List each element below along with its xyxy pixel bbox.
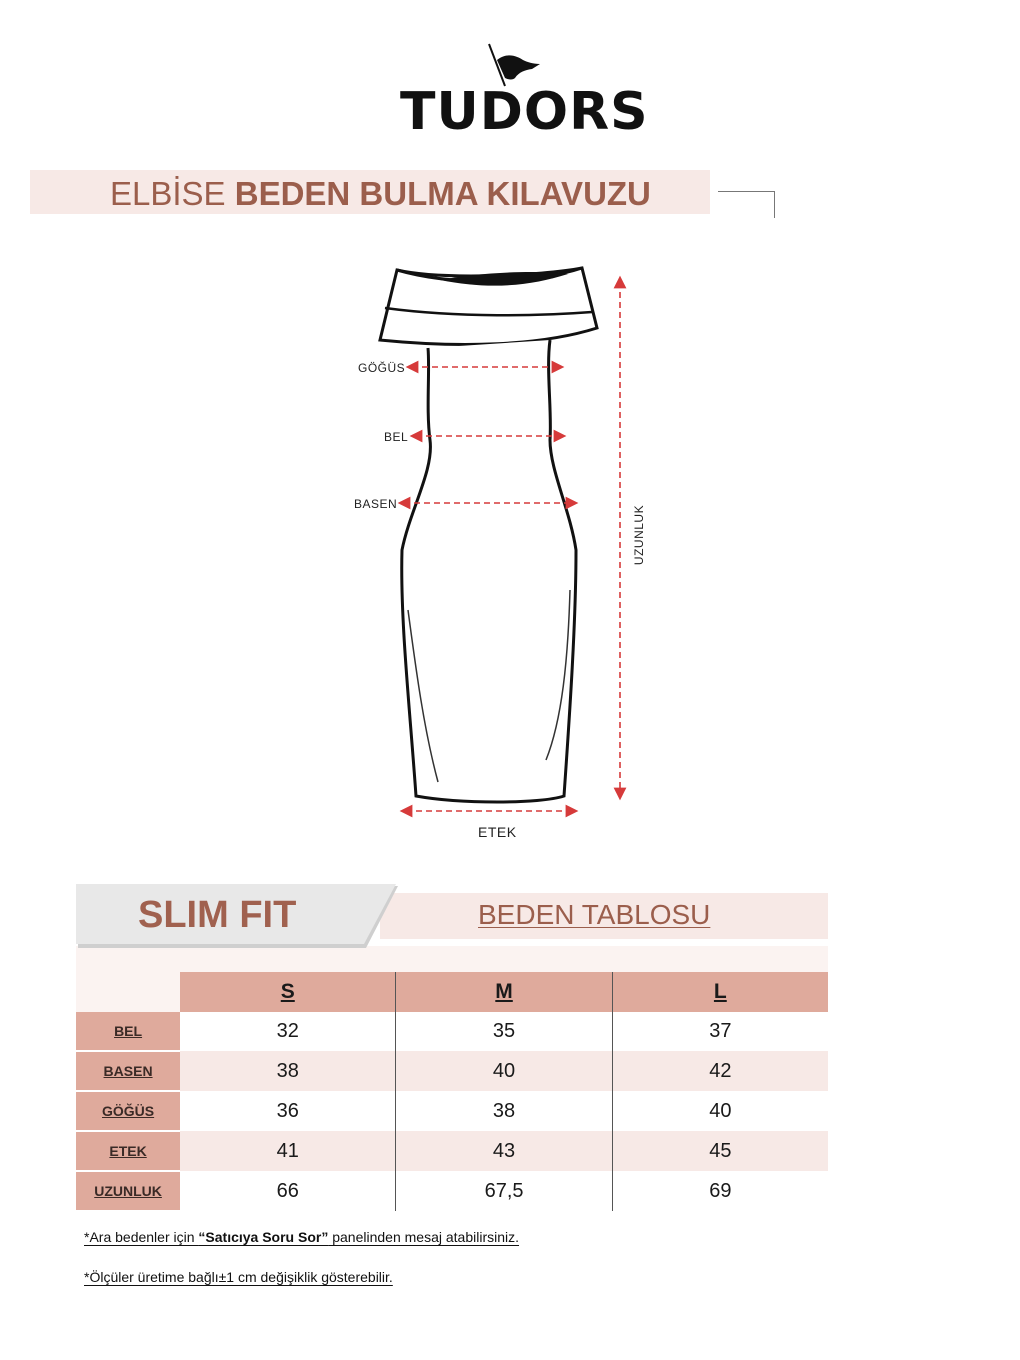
table-row — [76, 1012, 828, 1051]
table-row — [76, 1051, 828, 1091]
brand-logo — [400, 40, 649, 142]
table-cell: 41 — [180, 1131, 396, 1171]
table-title-band — [380, 893, 828, 939]
table-cell: 43 — [396, 1131, 612, 1171]
table-cell: 69 — [612, 1171, 828, 1211]
flag-icon — [485, 42, 555, 87]
table-top-band — [76, 946, 828, 974]
note-text: *Ara bedenler için — [84, 1229, 199, 1245]
label-bel: BEL — [384, 430, 409, 444]
slim-fit-badge — [78, 886, 378, 946]
label-gogus: GÖĞÜS — [358, 361, 406, 375]
guide-title-band — [30, 170, 710, 214]
row-label-text: UZUNLUK — [94, 1183, 162, 1199]
size-header-m — [396, 972, 612, 1012]
dress-diagram — [340, 260, 680, 860]
row-label-text: GÖĞÜS — [102, 1103, 155, 1119]
size-header-s — [180, 972, 396, 1012]
note-measurement-tolerance: *Ölçüler üretime bağlı±1 cm değişiklik gösterebilir. — [84, 1269, 393, 1285]
table-corner — [76, 972, 180, 1012]
label-uzunluk: UZUNLUK — [632, 504, 646, 566]
table-row — [76, 1131, 828, 1171]
size-header-l — [612, 972, 828, 1012]
table-header-row — [76, 972, 828, 1012]
row-label — [76, 1171, 180, 1211]
page-title — [110, 175, 651, 213]
table-cell: 42 — [612, 1051, 828, 1091]
table-cell: 35 — [396, 1012, 612, 1051]
table-cell: 38 — [396, 1091, 612, 1131]
table-cell: 40 — [396, 1051, 612, 1091]
size-label: M — [495, 980, 513, 1003]
fit-label: SLIM FIT — [138, 894, 297, 936]
label-etek: ETEK — [478, 824, 517, 840]
row-label-text: BASEN — [103, 1063, 153, 1079]
label-basen: BASEN — [354, 497, 398, 511]
table-row — [76, 1091, 828, 1131]
table-cell: 38 — [180, 1051, 396, 1091]
row-label — [76, 1131, 180, 1171]
table-cell: 67,5 — [396, 1171, 612, 1211]
note-bold-text: “Satıcıya Soru Sor” — [198, 1229, 329, 1245]
row-label — [76, 1091, 180, 1131]
brand-name: TUDORS — [400, 82, 649, 142]
corner-decoration — [718, 191, 775, 218]
table-row — [76, 1171, 828, 1211]
table-cell: 32 — [276, 1020, 299, 1042]
size-label: L — [713, 980, 727, 1003]
title-bold: BEDEN BULMA KILAVUZU — [234, 175, 651, 212]
table-cell: 45 — [612, 1131, 828, 1171]
title-light: ELBİSE — [110, 175, 226, 212]
table-cell: 36 — [276, 1099, 299, 1122]
row-label — [76, 1012, 180, 1051]
size-label: S — [280, 980, 295, 1003]
table-title: BEDEN TABLOSU — [478, 899, 711, 930]
row-label-text: BEL — [114, 1023, 143, 1039]
size-table — [76, 972, 828, 1212]
table-cell: 37 — [612, 1012, 828, 1051]
row-label — [76, 1051, 180, 1091]
dress-outline — [340, 260, 680, 860]
note-text: panelinden mesaj atabilirsiniz. — [328, 1229, 520, 1245]
note-intermediate-sizes — [84, 1229, 519, 1245]
table-cell: 66 — [276, 1179, 299, 1202]
table-cell: 40 — [612, 1091, 828, 1131]
row-label-text: ETEK — [109, 1143, 147, 1159]
